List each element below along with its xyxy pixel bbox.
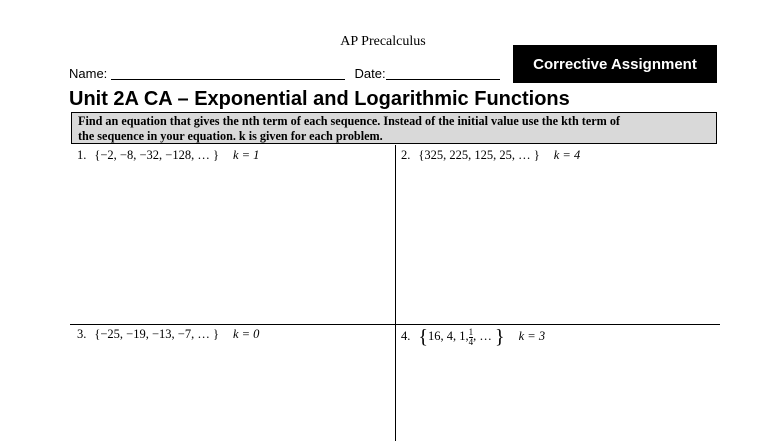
date-field[interactable] (386, 67, 500, 80)
fraction-denominator: 4 (468, 336, 474, 347)
problem-2 (401, 148, 580, 163)
instructions-line-1: Find an equation that gives the nth term of each sequence. Instead of the initial value use the kth term of (78, 114, 620, 128)
page-title: Unit 2A CA – Exponential and Logarithmic Functions (69, 88, 570, 110)
problem-k: k = 3 (518, 329, 546, 343)
problem-sequence: {−25, −19, −13, −7, … } (94, 327, 219, 341)
grid-horizontal-divider (70, 324, 720, 325)
instructions-line-2: the sequence in your equation. k is given for each problem. (78, 129, 383, 143)
problem-k: k = 4 (553, 148, 581, 162)
date-label: Date: (354, 66, 386, 81)
problem-4 (401, 326, 545, 349)
problem-sequence: {325, 225, 125, 25, … } (418, 148, 540, 162)
name-label: Name: (69, 66, 108, 81)
assignment-badge: Corrective Assignment (513, 45, 717, 83)
problem-number: 2. (401, 148, 411, 162)
problem-number: 3. (77, 327, 87, 341)
course-title: AP Precalculus (340, 34, 426, 49)
sequence-tail: , … (473, 329, 495, 343)
instructions-box (71, 112, 717, 144)
problem-number: 1. (77, 148, 87, 162)
problem-number: 4. (401, 329, 411, 343)
name-field[interactable] (111, 67, 345, 80)
problem-k: k = 1 (232, 148, 260, 162)
fraction-numerator: 1 (468, 326, 474, 337)
sequence-open-brace: { (418, 326, 428, 348)
sequence-close-brace: } (494, 326, 505, 348)
student-fields (69, 66, 500, 81)
problem-1 (77, 148, 259, 163)
grid-vertical-divider (395, 145, 396, 441)
problem-3 (77, 327, 259, 342)
problem-k: k = 0 (232, 327, 260, 341)
problem-sequence: {−2, −8, −32, −128, … } (94, 148, 219, 162)
sequence-terms: 16, 4, 1, (427, 329, 469, 343)
